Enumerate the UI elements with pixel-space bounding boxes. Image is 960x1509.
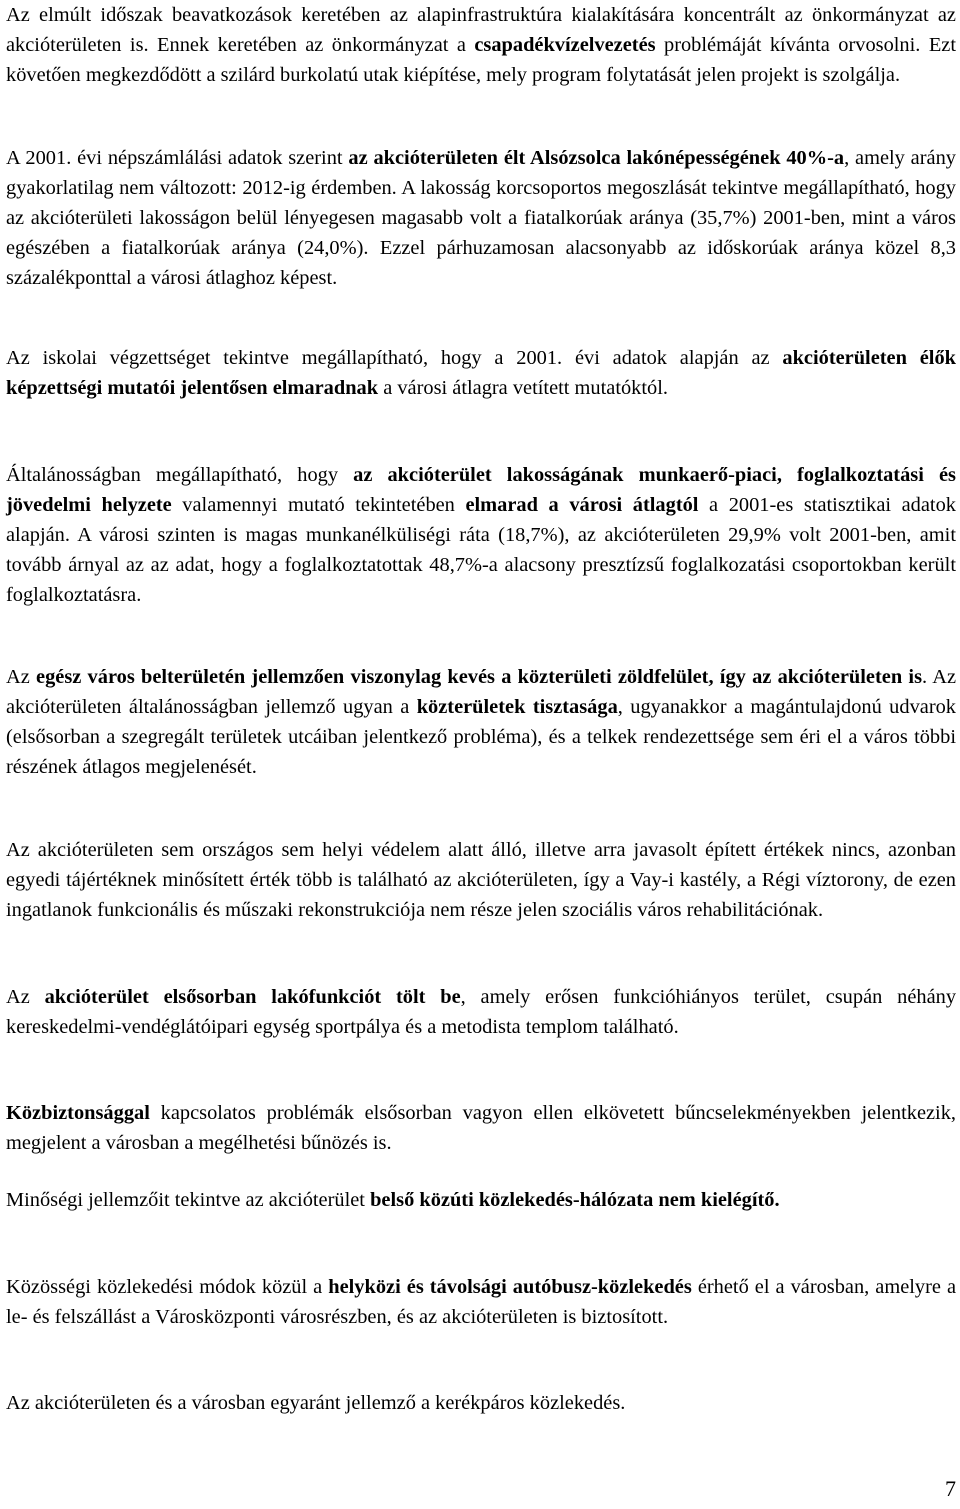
bold-text: elmarad a városi átlagtól [465,494,699,516]
text-run: A 2001. évi népszámlálási adatok szerint [6,147,349,169]
text-run: . Az akcióterületen általánosságban jellemző ugyan a [6,666,957,718]
text-run: kapcsolatos problémák elsősorban vagyon ellen elkövetett bűncselekményekben jelentkezik, megjelent a városban a megélhetési bűnözés is. [6,1102,956,1154]
text-run: valamennyi mutató tekintetében [171,494,466,516]
text-run: Az iskolai végzettséget tekintve megállapítható, hogy a 2001. évi adatok alapján az [6,347,783,369]
text-run: Közösségi közlekedési módok közül a [6,1276,329,1298]
bold-text: helyközi és távolsági autóbusz-közlekedés [328,1276,692,1298]
paragraph-5 [6,662,956,782]
text-run: a 2001-es statisztikai adatok alapján. A városi szinten is magas munkanélküliségi ráta (18,7%), az akcióterületen 29,9% volt 2001-ben, amit tovább árnyal az az adat, hogy a foglalkoztatottak 48,7%-a alacsony presztízsű foglalkozatási csoportokban került foglalkoztatásra. [6,494,956,606]
text-run: Az [6,666,37,688]
text-run: Általánosságban megállapítható, hogy [6,464,354,486]
text-run: problémáját kívánta orvosolni. Ezt követően megkezdődött a szilárd burkolatú utak kiépítése, mely program folytatását jelen projekt is szolgálja. [6,34,957,86]
bold-text: egész város belterületén jellemzően viszonylag kevés a közterületi zöldfelület, így az akcióterületen is [36,666,923,688]
paragraph-1 [6,0,956,90]
bold-text: akcióterületen élők képzettségi mutatói jelentősen elmaradnak [6,347,956,399]
paragraph-4 [6,460,956,610]
text-run: Az akcióterületen sem országos sem helyi védelem alatt álló, illetve arra javasolt épített értékek nincs, azonban egyedi tájértéknek minősített érték több is található az akcióterületen, így a Vay-i kastély, a Régi víztorony, de ezen ingatlanok funkcionális és műszaki rekonstrukciója nem része jelen szociális város rehabilitációnak. [6,839,956,921]
paragraph-9 [6,1185,956,1215]
bold-text: az akcióterületen élt Alsózsolca lakónépességének 40%-a [348,147,845,169]
bold-text: akcióterület elsősorban lakófunkciót tölt be [44,986,461,1008]
paragraph-2 [6,143,956,293]
text-run: a városi átlagra vetített mutatóktól. [378,377,669,399]
paragraph-3 [6,343,956,403]
bold-text: közterületek tisztasága [416,696,618,718]
bold-text: az akcióterület lakosságának munkaerő-piaci, foglalkoztatási és jövedelmi helyzete [6,464,956,516]
text-run: , ugyanakkor a magántulajdonú udvarok (elsősorban a szegregált területek utcáiban jelentkező probléma), és a telkek rendezettsége sem éri el a város többi részének átlagos megjelenését. [6,696,957,778]
paragraph-8 [6,1098,956,1158]
paragraph-11 [6,1388,956,1418]
text-run: Az akcióterületen és a városban egyaránt jellemző a kerékpáros közlekedés. [6,1392,626,1414]
paragraph-10 [6,1272,956,1332]
paragraph-7 [6,982,956,1042]
text-run: Az elmúlt időszak beavatkozások keretében az alapinfrastruktúra kialakítására koncentrált az önkormányzat az akcióterületen is. Ennek keretében az önkormányzat a [6,4,956,56]
paragraph-6 [6,835,956,925]
page-number: 7 [945,1476,956,1501]
text-run: , amely arány gyakorlatilag nem változott: 2012-ig érdemben. A lakosság korcsoportos megoszlását tekintve megállapítható, hogy az akcióterületi lakosságon belül lényegesen magasabb volt a fiatalkorúak aránya (35,7%) 2001-ben, mint a város egészében a fiatalkorúak aránya (24,0%). Ezzel párhuzamosan alacsonyabb az időskorúak aránya közel 8,3 százalékponttal a városi átlaghoz képest. [6,147,956,289]
bold-text: belső közúti közlekedés-hálózata nem kielégítő. [370,1189,780,1211]
text-run: érhető el a városban, amelyre a le- és felszállást a Városközponti városrészben, és az akcióterületen is biztosított. [6,1276,957,1328]
text-run: , amely erősen funkcióhiányos terület, csupán néhány kereskedelmi-vendéglátóipari egység sportpálya és a metodista templom található. [6,986,957,1038]
bold-text: Közbiztonsággal [6,1102,150,1124]
text-run: Minőségi jellemzőit tekintve az akcióterület [6,1189,371,1211]
text-run: Az [6,986,45,1008]
bold-text: csapadékvízelvezetés [474,34,656,56]
